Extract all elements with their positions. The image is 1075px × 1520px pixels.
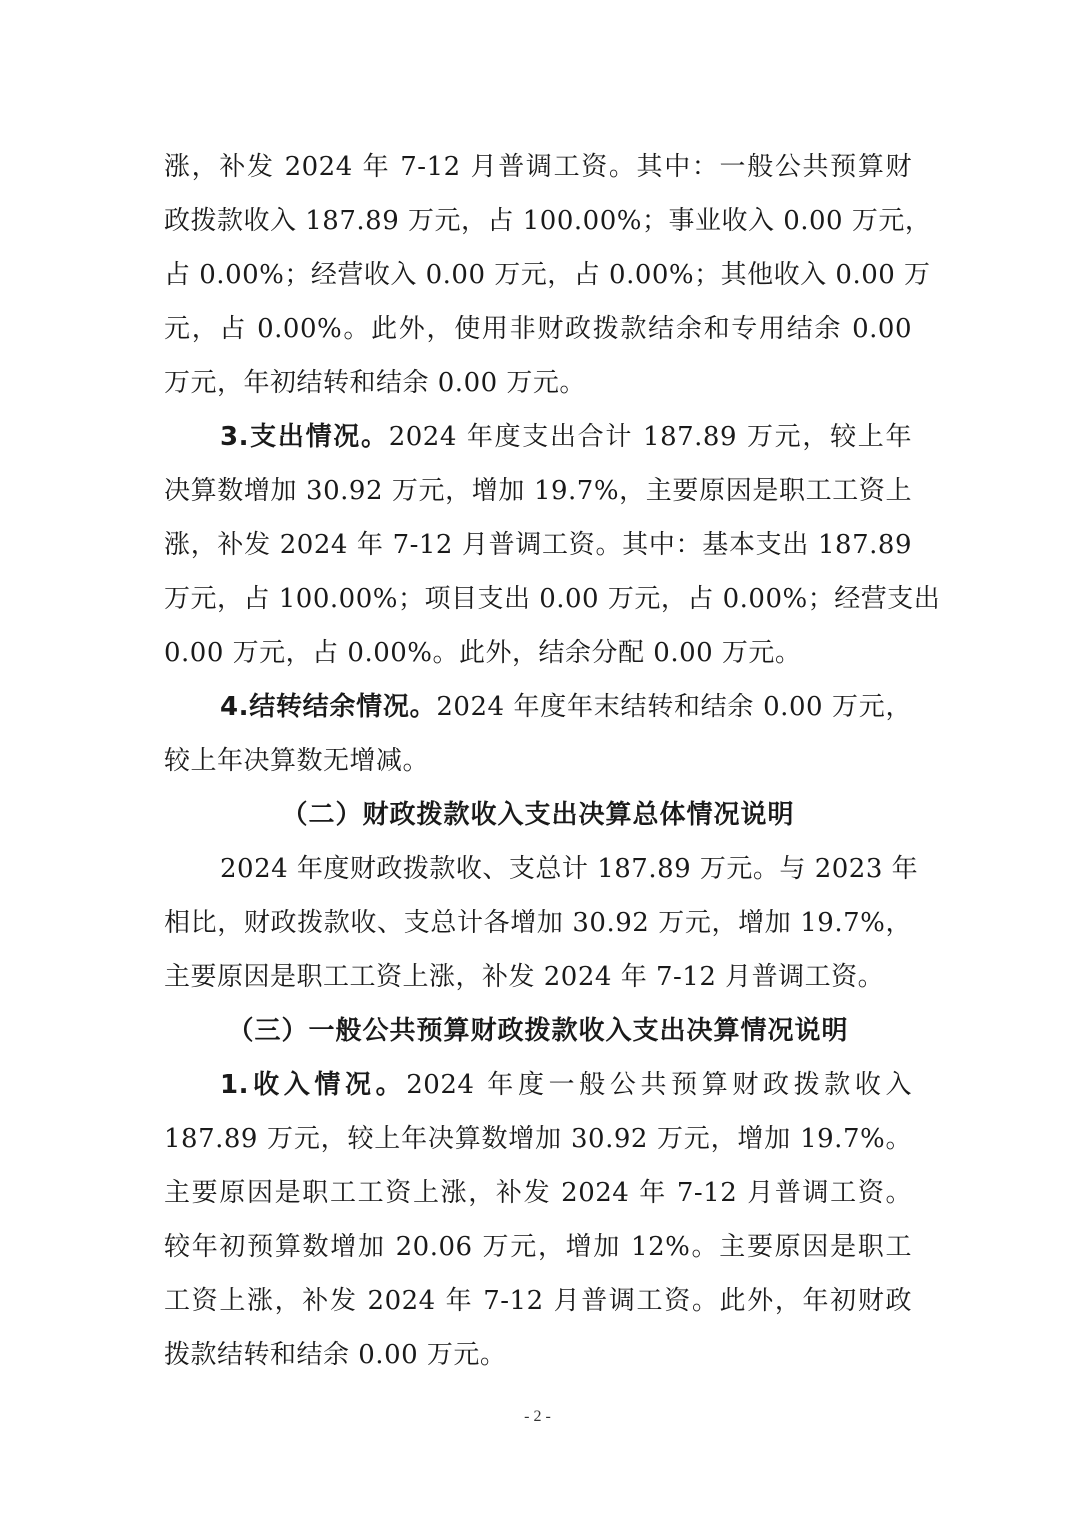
paragraph-line: 工资上涨，补发 2024 年 7-12 月普调工资。此外，年初财政 [164, 1286, 912, 1316]
paragraph-line: 政拨款收入 187.89 万元，占 100.00%；事业收入 0.00 万元， [164, 206, 932, 236]
paragraph-line: 主要原因是职工工资上涨，补发 2024 年 7-12 月普调工资。 [164, 1178, 912, 1208]
section-heading-3: （三）一般公共预算财政拨款收入支出决算情况说明 [227, 1016, 849, 1046]
carryover-heading: 4.结转结余情况。 [220, 692, 437, 722]
paragraph-line: 较上年决算数无增减。 [164, 746, 430, 776]
carryover-paragraph-first-line [164, 680, 912, 734]
paragraph-line: 较年初预算数增加 20.06 万元，增加 12%。主要原因是职工 [164, 1232, 912, 1262]
paragraph-line: 0.00 万元，占 0.00%。此外，结余分配 0.00 万元。 [164, 638, 802, 668]
paragraph-text: 2024 年度一般公共预算财政拨款收入 [406, 1070, 912, 1100]
paragraph-line: 占 0.00%；经营收入 0.00 万元，占 0.00%；其他收入 0.00 万 [164, 260, 931, 290]
expenditure-paragraph-first-line [164, 410, 912, 464]
paragraph-line: 涨，补发 2024 年 7-12 月普调工资。其中：一般公共预算财 [164, 152, 912, 182]
paragraph-line: 2024 年度财政拨款收、支总计 187.89 万元。与 2023 年 [220, 854, 919, 884]
section-heading-2: （二）财政拨款收入支出决算总体情况说明 [281, 800, 795, 830]
income-paragraph-first-line [164, 1058, 912, 1112]
paragraph-line: 相比，财政拨款收、支总计各增加 30.92 万元，增加 19.7%， [164, 908, 912, 938]
paragraph-line: 万元，占 100.00%；项目支出 0.00 万元，占 0.00%；经营支出 [164, 584, 941, 614]
paragraph-line: 主要原因是职工工资上涨，补发 2024 年 7-12 月普调工资。 [164, 962, 885, 992]
paragraph-text: 2024 年度支出合计 187.89 万元，较上年 [388, 422, 913, 452]
document-body [164, 140, 941, 1382]
paragraph-text: 2024 年度年末结转和结余 0.00 万元， [436, 692, 913, 722]
paragraph-line: 万元，年初结转和结余 0.00 万元。 [164, 368, 586, 398]
paragraph-line: 元，占 0.00%。此外，使用非财政拨款结余和专用结余 0.00 [164, 314, 912, 344]
paragraph-line: 决算数增加 30.92 万元，增加 19.7%，主要原因是职工工资上 [164, 476, 912, 506]
expenditure-heading: 3.支出情况。 [220, 422, 389, 452]
paragraph-line: 187.89 万元，较上年决算数增加 30.92 万元，增加 19.7%。 [164, 1124, 912, 1154]
page-number: - 2 - [524, 1408, 551, 1425]
paragraph-line: 拨款结转和结余 0.00 万元。 [164, 1340, 507, 1370]
income-heading: 1.收入情况。 [220, 1070, 407, 1100]
paragraph-line: 涨，补发 2024 年 7-12 月普调工资。其中：基本支出 187.89 [164, 530, 912, 560]
